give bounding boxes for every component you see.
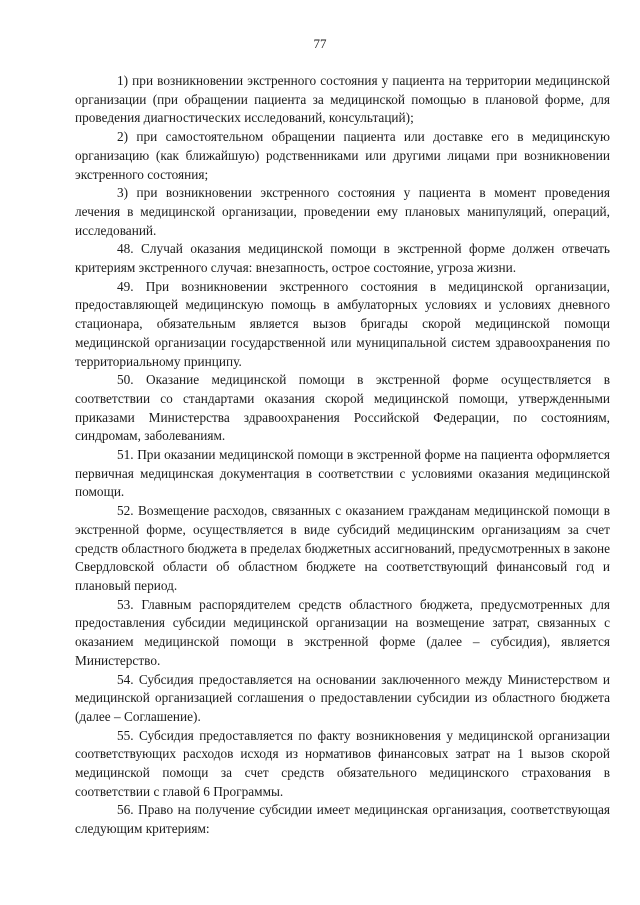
list-item-3: 3) при возникновении экстренного состояния у пациента в момент проведения лечения в медицинской организации, проведении ему плановых манипуляций, операций, исследований. bbox=[75, 185, 610, 238]
list-item-2: 2) при самостоятельном обращении пациента или доставке его в медицинскую организацию (как ближайшую) родственниками или другими лицами при возникновении экстренного состояния; bbox=[75, 129, 610, 182]
paragraph-54: 54. Субсидия предоставляется на основании заключенного между Министерством и медицинской организацией соглашения о предоставлении субсидии из областного бюджета (далее – Соглашение). bbox=[75, 671, 610, 724]
paragraph-50: 50. Оказание медицинской помощи в экстренной форме осуществляется в соответствии со стандартами оказания скорой медицинской помощи, утвержденными приказами Министерства здравоохранения Российской Федерации, по состояниям, синдромам, заболеваниям. bbox=[75, 372, 610, 444]
document-body bbox=[75, 72, 610, 839]
paragraph-49: 49. При возникновении экстренного состояния в медицинской организации, предоставляющей медицинскую помощь в амбулаторных условиях и условиях дневного стационара, обязательным является вызов бригады скорой медицинской помощи медицинской организации государственной или муниципальной систем здравоохранения по территориальному принципу. bbox=[75, 278, 610, 369]
paragraph-55: 55. Субсидия предоставляется по факту возникновения у медицинской организации соответствующих расходов исходя из нормативов финансовых затрат на 1 вызов скорой медицинской помощи за счет средств обязательного медицинского страхования в соответствии с главой 6 Программы. bbox=[75, 727, 610, 799]
paragraph-48: 48. Случай оказания медицинской помощи в экстренной форме должен отвечать критериям экстренного случая: внезапность, острое состояние, угроза жизни. bbox=[75, 241, 610, 276]
paragraph-51: 51. При оказании медицинской помощи в экстренной форме на пациента оформляется первичная медицинская документация в соответствии с условиями оказания медицинской помощи. bbox=[75, 447, 610, 500]
page-number: 77 bbox=[313, 36, 327, 51]
list-item-1: 1) при возникновении экстренного состояния у пациента на территории медицинской организации (при обращении пациента за медицинской помощью в плановой форме, для проведения диагностических исследований, консультаций); bbox=[75, 73, 610, 126]
paragraph-53: 53. Главным распорядителем средств областного бюджета, предусмотренных для предоставления субсидии медицинской организации на возмещение затрат, связанных с оказанием медицинской помощи в экстренной форме (далее – субсидия), является Министерство. bbox=[75, 596, 610, 668]
paragraph-52: 52. Возмещение расходов, связанных с оказанием гражданам медицинской помощи в экстренной форме, осуществляется в виде субсидий медицинским организациям за счет средств областного бюджета в пределах бюджетных ассигнований, предусмотренных в законе Свердловской области об областном бюджете на соответствующий финансовый год и плановый период. bbox=[75, 503, 610, 593]
paragraph-56: 56. Право на получение субсидии имеет медицинская организация, соответствующая следующим критериям: bbox=[75, 802, 610, 837]
